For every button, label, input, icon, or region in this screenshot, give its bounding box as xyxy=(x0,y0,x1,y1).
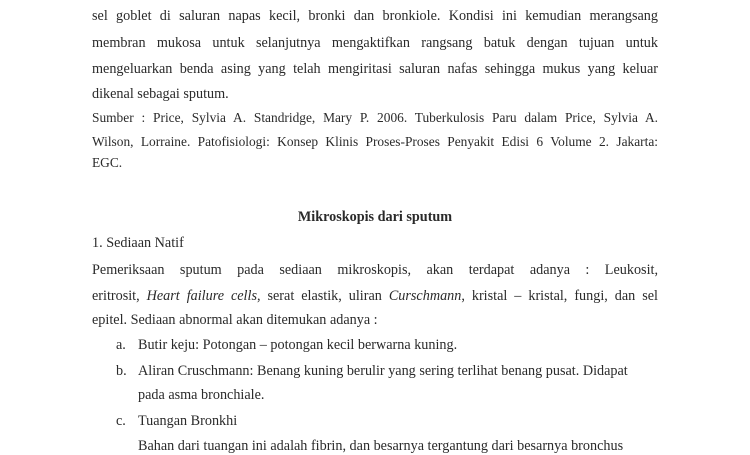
section-heading: Mikroskopis dari sputum xyxy=(297,209,453,225)
list-marker: b. xyxy=(116,363,127,379)
paragraph-line: sel goblet di saluran napas kecil, bronki dan bronkiole. Kondisi ini kemudian merangsang xyxy=(92,8,658,24)
source-citation-line: EGC. xyxy=(92,155,123,170)
intro-text: eritrosit, xyxy=(92,288,147,304)
list-item-text: pada asma bronchiale. xyxy=(138,387,265,403)
intro-text: , kristal – kristal, fungi, dan sel xyxy=(461,288,658,304)
intro-text: , serat elastik, uliran xyxy=(256,288,389,304)
paragraph-line: dikenal sebagai sputum. xyxy=(92,86,229,102)
list-item-text: Bahan dari tuangan ini adalah fibrin, dan besarnya tergantung dari besarnya bronchus xyxy=(138,438,624,454)
paragraph-line: membran mukosa untuk selanjutnya mengaktifkan rangsang batuk dengan tujuan untuk xyxy=(92,35,658,51)
list-item-text: Tuangan Bronkhi xyxy=(138,413,238,429)
intro-line: epitel. Sediaan abnormal akan ditemukan adanya : xyxy=(92,312,378,328)
intro-italic-term: Curschmann xyxy=(388,288,462,304)
intro-line xyxy=(92,287,658,305)
list-marker: c. xyxy=(116,413,126,429)
source-citation-line: Sumber : Price, Sylvia A. Standridge, Mary P. 2006. Tuberkulosis Paru dalam Price, Sylvia A. xyxy=(92,110,658,125)
source-citation-line: Wilson, Lorraine. Patofisiologi: Konsep Klinis Proses-Proses Penyakit Edisi 6 Volume 2. Jakarta: xyxy=(92,134,658,149)
intro-italic-term: Heart failure cells xyxy=(146,288,257,304)
list-item-text: Butir keju: Potongan – potongan kecil berwarna kuning. xyxy=(138,337,458,353)
list-item-text: Aliran Cruschmann: Benang kuning berulir yang sering terlihat benang pusat. Didapat xyxy=(138,363,628,379)
paragraph-line: mengeluarkan benda asing yang telah mengiritasi saluran nafas sehingga mukus yang keluar xyxy=(92,61,658,77)
list-marker: a. xyxy=(116,337,126,353)
subheading: 1. Sediaan Natif xyxy=(92,235,184,251)
intro-line: Pemeriksaan sputum pada sediaan mikroskopis, akan terdapat adanya : Leukosit, xyxy=(92,262,658,278)
